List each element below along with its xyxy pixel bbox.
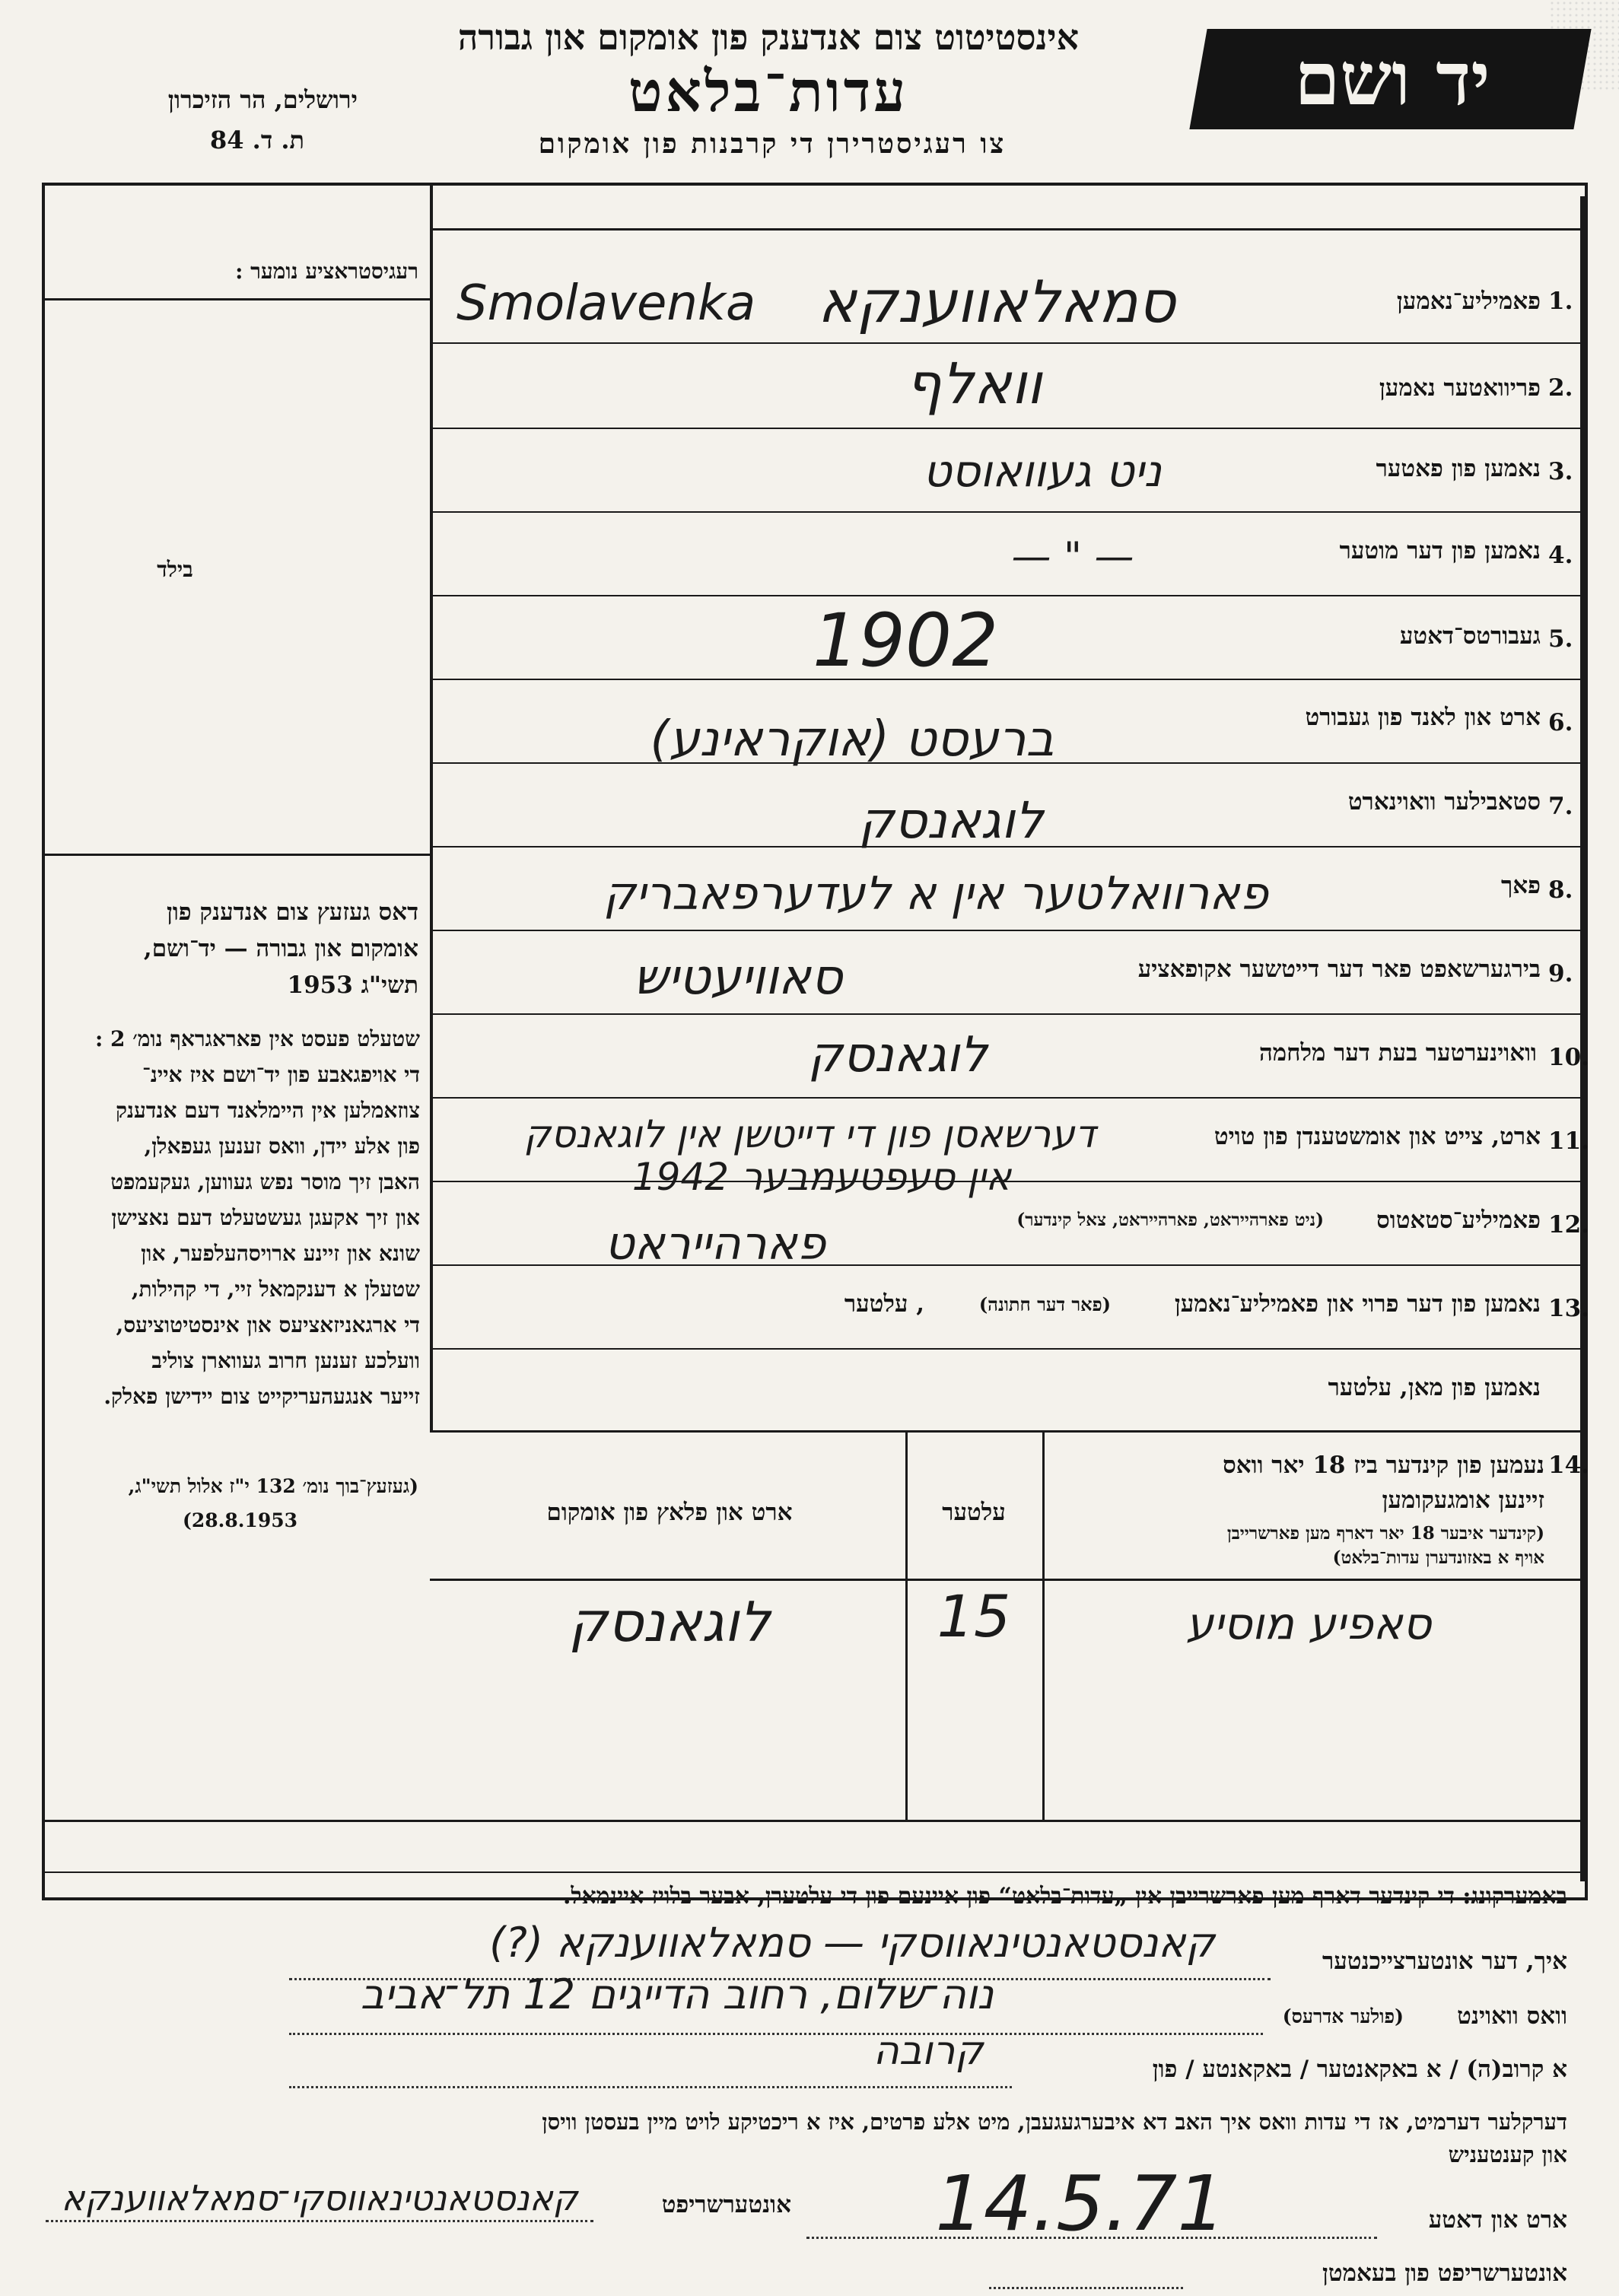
field-number: 3. (1548, 458, 1573, 485)
note-rule (43, 1871, 1580, 1873)
clause-line: די אויפגאבע פון יד־ושם איז איינ־ (142, 1062, 420, 1087)
field-label: פאך (1501, 872, 1541, 899)
field-number: 6. (1548, 709, 1573, 736)
handwritten-value: ברעסט (אוקראינע) (650, 711, 1054, 768)
clause-line: שטעלט פעסט אין פאראגראף נומ׳ 2 : (94, 1026, 420, 1051)
children-hint: (קינדער איבער 18 יאר דארף מען פארשרייבן (1226, 1523, 1544, 1544)
field-number: 11. (1548, 1127, 1589, 1155)
law-text (53, 894, 418, 1003)
column-header-age: עלטער (942, 1499, 1006, 1526)
handwritten-value: פארהייראט (604, 1217, 826, 1270)
field-number: 8. (1548, 876, 1573, 904)
field-number: 13. (1548, 1295, 1589, 1322)
address-place: ירושלים, הר הזיכרון (167, 85, 358, 114)
page-subtitle: צו רעגיסטרירן די קרבנות פון אומקום (538, 128, 1007, 160)
column-header-place: ארט און פלאץ פון אומקום (546, 1499, 793, 1526)
field-number: 2. (1548, 374, 1573, 402)
field-label: ארט און לאנד פון געבורט (1305, 704, 1541, 731)
row-rule (430, 428, 1580, 429)
field-number: 7. (1548, 793, 1573, 820)
table-col-rule (905, 1430, 908, 1820)
field-number: 10. (1548, 1044, 1589, 1071)
section-rule (430, 1430, 1580, 1433)
clause-line: פון אלע יידן, וואס זענען געפאלן, (144, 1134, 420, 1159)
field-label: געבורטס־דאטע (1399, 622, 1541, 650)
field-label: פאמיליע־סטאטוס (1376, 1207, 1541, 1234)
sidebar-divider (430, 183, 433, 1430)
handwritten-value: סאוויעטיש (633, 949, 843, 1006)
address-line (289, 2033, 1263, 2035)
clause-line: זייער אנגעהעריקייט צום יידישן פאלק. (103, 1384, 420, 1409)
registration-rule (43, 298, 431, 301)
relation-label: א קרוב(ה) / א באקאנטער / באקאנטע / פון (1152, 2056, 1567, 2083)
address-label: וואס וואוינט (1457, 2002, 1567, 2030)
child-death-place: לוגאנסק (568, 1590, 771, 1654)
photo-box-rule (43, 854, 431, 856)
field-number: 5. (1548, 625, 1573, 653)
date-label: ארט און דאטע (1428, 2206, 1567, 2234)
signature-value: קאנסטאנטינאווסקי־סמאלאווענקא (61, 2177, 578, 2218)
field-number: 1. (1548, 288, 1573, 315)
row-rule (430, 930, 1580, 931)
handwritten-value: לוגאנסק (858, 791, 1044, 850)
field-label: בירגערשאפט פאר דער דייטשער אקופאציע (1137, 956, 1541, 983)
field-label-end: , עלטער (844, 1290, 924, 1318)
field-number: 9. (1548, 960, 1573, 987)
institute-name: אינסטיטוט צום אנדענק פון אומקום און גבורה (457, 17, 1080, 58)
gazette-reference: (געזעץ־בוך נומ׳ 132 י"ז אלול תשי"ג, (128, 1475, 418, 1497)
law-clause (52, 1021, 420, 1414)
official-signature-label: אונטערשריפט פון בעאמטן (1322, 2259, 1567, 2287)
field-label: וואוינערטער בעת דער מלחמה (1258, 1039, 1537, 1067)
handwritten-value: לוגאנסק (808, 1027, 988, 1083)
law-line: אומקום און גבורה — יד־ושם, (143, 935, 418, 962)
gazette-date: (28.8.1953 (183, 1509, 298, 1531)
table-header-rule (430, 1579, 1580, 1581)
date-value: 14.5.71 (935, 2159, 1226, 2248)
law-line: דאס געזעץ צום אנדענק פון (166, 898, 418, 926)
children-hint: אויף א באזונדערן עדות־בלאט) (1332, 1547, 1544, 1568)
table-col-rule (1042, 1430, 1045, 1820)
declaration-text-end: און קענטעניש (1448, 2142, 1567, 2167)
field-hint: (ניט פארהייראט, פארהייראט, צאל קינדער) (1016, 1210, 1324, 1230)
row-rule (430, 342, 1580, 344)
child-name: סאפיע מוסיע (1185, 1598, 1432, 1649)
clause-line: און זיך אקעגן געשטעלט דעם נאצישן (111, 1205, 420, 1230)
yad-vashem-logo: יד ושם (1294, 36, 1490, 122)
signer-label: איך, דער אונטערצייכנטער (1322, 1948, 1567, 1975)
row-rule (430, 1097, 1580, 1099)
field-label: ארט, צייט און אומשטענדן פון טויט (1213, 1123, 1541, 1150)
table-bottom-rule (43, 1820, 1580, 1822)
handwritten-value: דערשאסן פון די דייטשן אין לוגאנסק (523, 1112, 1096, 1156)
signature-label: אונטערשריפט (661, 2191, 791, 2218)
law-line: תשי"ג 1953 (287, 972, 418, 999)
handwritten-value: — " — (1011, 534, 1134, 580)
children-label: זיינען אומגעקומען (1382, 1487, 1544, 1514)
footnote: באמערקונג: די קינדער דארף מען פארשרייבן אין „עדות־בלאט“ פון איינעם פון די עלטערן, אבער בלויז איינמאל. (562, 1883, 1567, 1910)
clause-line: שטעלן א דענקמאל זיי, די קהילות, (131, 1277, 420, 1302)
field-number: 14. (1548, 1452, 1589, 1479)
children-label: נעמען פון קינדער ביז 18 יאר וואס (1223, 1452, 1544, 1479)
field-label: סטאבילער וואוינארט (1347, 788, 1541, 816)
official-signature-line (989, 2287, 1183, 2289)
field-label: פאמיליע־נאמען (1396, 288, 1541, 315)
handwritten-value: פארוואלטער אין א לעדערפאבריק (603, 867, 1268, 921)
field-label: נאמען פון דער פרוי און פאמיליע־נאמען (1174, 1290, 1541, 1318)
row-rule (430, 1348, 1580, 1350)
photo-label: בילד (157, 557, 193, 582)
field-label: נאמען פון מאן, עלטער (1328, 1374, 1541, 1401)
registration-number-label: רעגיסטראציע נומער : (235, 259, 418, 284)
address-value: נוה־שלום, רחוב הדייגים 12 תל־אביב (360, 1970, 994, 2018)
relation-line (289, 2086, 1012, 2088)
row-rule (430, 511, 1580, 513)
main-top-rule (430, 228, 1580, 231)
field-label: נאמען פון דער מוטער (1339, 537, 1541, 564)
field-number: 4. (1548, 542, 1573, 569)
handwritten-value: ניט געוואוסט (923, 445, 1162, 497)
po-box: ת. ד. 84 (210, 126, 304, 154)
field-number: 12. (1548, 1211, 1589, 1239)
address-hint: (פולער אדרעס) (1282, 2005, 1404, 2027)
signature-line (46, 2220, 593, 2222)
right-double-border (1580, 196, 1585, 1881)
page-title: עדות־בלאט (628, 59, 909, 125)
handwritten-value-line2: אין סעפטעמבער 1942 (631, 1155, 1012, 1199)
declaration-text: דערקלער דערמיט, אז די עדות וואס איך האב דא איבערגעגעבן, מיט אלע פרטים, איז א ריכטיקע לויט מיין בעסטן וויסן (542, 2109, 1567, 2135)
handwritten-value: 1902 (812, 598, 999, 683)
clause-line: האבן זיך מוסר נפש געווען, געקעמפט (110, 1169, 420, 1194)
clause-line: די ארגאניזאציעס און אינסטיטוציעס, (116, 1312, 420, 1337)
signer-value: קאנסטאנטינאווסקי — סמאלאווענקא (?) (489, 1919, 1215, 1967)
field-label: פריוואטער נאמען (1379, 374, 1541, 402)
field-hint: (פאר דער חתונה) (978, 1293, 1111, 1315)
handwritten-value-latin: Smolavenka (456, 275, 756, 332)
relation-value: קרובה (873, 2028, 984, 2074)
clause-line: וועלכע זענען חרוב געווארן צוליב (151, 1348, 420, 1373)
field-label: נאמען פון פאטער (1376, 455, 1541, 482)
handwritten-value: וואלף (905, 351, 1042, 417)
clause-line: צוזאמלען אין היימלאנד דעם אנדענק (115, 1098, 420, 1123)
row-rule (430, 595, 1580, 596)
handwritten-value: סמאלאווענקא (818, 268, 1175, 335)
row-rule (430, 1013, 1580, 1015)
clause-line: שונא און זיינע ארויסהעלפער, און (141, 1241, 420, 1266)
child-age: 15 (937, 1582, 1011, 1650)
